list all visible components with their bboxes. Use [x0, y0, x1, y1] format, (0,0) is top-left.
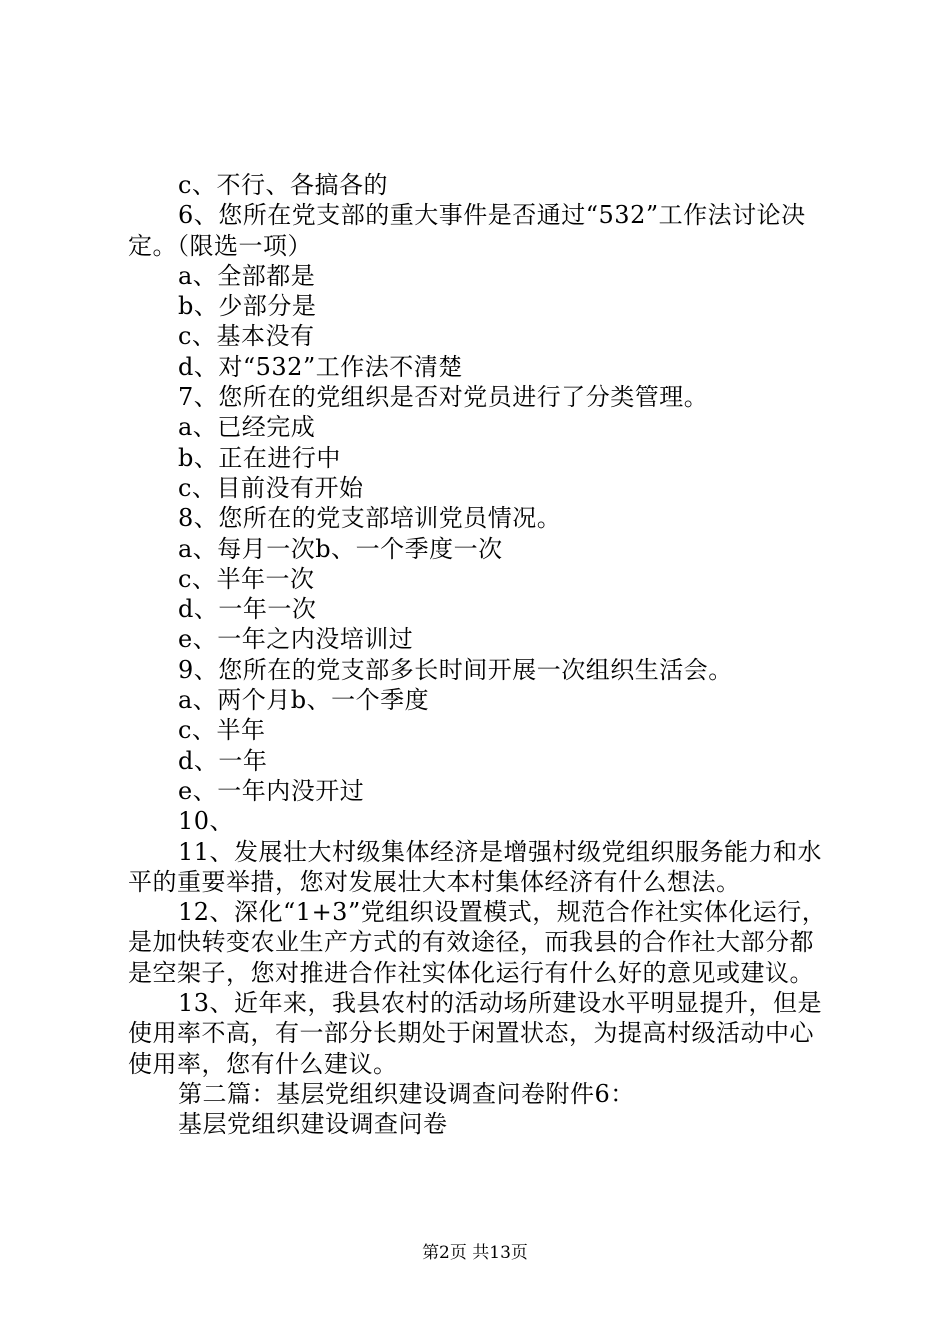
option-6c-prev: c、不行、各搞各的 [178, 171, 388, 199]
question-9: 9、您所在的党支部多长时间开展一次组织生活会。 [178, 655, 733, 684]
option-9d: d、一年 [178, 746, 268, 775]
option-8ab: a、每月一次b、一个季度一次 [178, 534, 503, 563]
option-8d: d、一年一次 [178, 595, 317, 624]
question-8: 8、您所在的党支部培训党员情况。 [178, 504, 562, 533]
option-7c: c、目前没有开始 [178, 473, 364, 502]
question-12: 12、深化“1+3”党组织设置模式，规范合作社实体化运行，是加快转变农业生产方式的有效途径，而我县的合作社大部分都是空架子，您对推进合作社实体化运行有什么好的意见或建议。 [128, 898, 827, 987]
option-8e: e、一年之内没培训过 [178, 625, 414, 654]
option-6c: c、基本没有 [178, 322, 315, 351]
question-13: 13、近年来，我县农村的活动场所建设水平明显提升，但是使用率不高，有一部分长期处于闲置状态，为提高村级活动中心使用率，您有什么建议。 [128, 989, 823, 1078]
question-6: 6、您所在党支部的重大事件是否通过“532”工作法讨论决定。（限选一项） [128, 201, 806, 260]
question-7: 7、您所在的党组织是否对党员进行了分类管理。 [178, 383, 709, 412]
document-body [128, 170, 838, 1140]
option-6a: a、全部都是 [178, 261, 316, 290]
page-footer: 第2页 共13页 [422, 1243, 528, 1263]
option-9ab: a、两个月b、一个季度 [178, 686, 430, 715]
option-6b: b、少部分是 [178, 292, 317, 321]
question-11: 11、发展壮大村级集体经济是增强村级党组织服务能力和水平的重要举措，您对发展壮大本村集体经济有什么想法。 [128, 837, 823, 896]
section-title: 基层党组织建设调查问卷 [178, 1110, 448, 1139]
option-7a: a、已经完成 [178, 413, 316, 442]
option-8c: c、半年一次 [178, 564, 315, 593]
option-6d: d、对“532”工作法不清楚 [178, 352, 463, 381]
option-7b: b、正在进行中 [178, 443, 341, 472]
option-9e: e、一年内没开过 [178, 776, 365, 805]
option-9c: c、半年 [178, 716, 266, 745]
question-10: 10、 [178, 807, 235, 836]
section-heading: 第二篇：基层党组织建设调查问卷附件6： [178, 1079, 635, 1108]
